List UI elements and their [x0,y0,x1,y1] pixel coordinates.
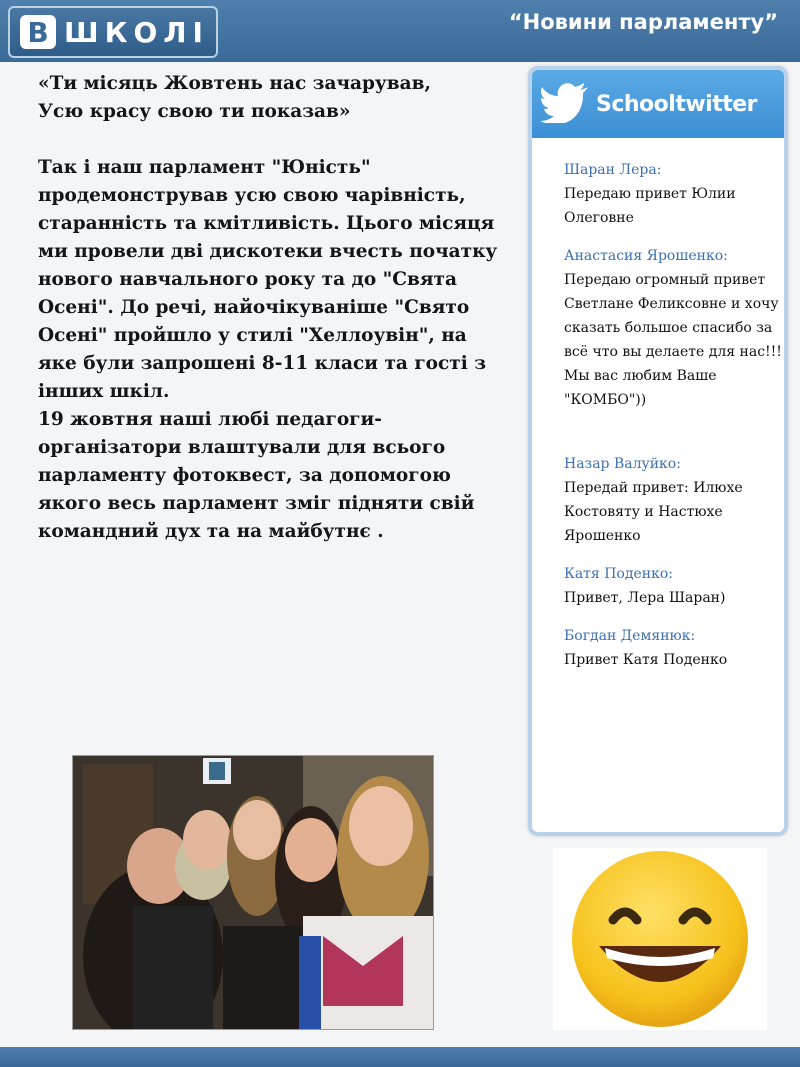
logo-letter: В [20,15,56,49]
twitter-author: Богдан Демянюк: [564,628,696,644]
schooltwitter-panel [528,66,788,836]
twitter-author: Анастасия Ярошенко: [564,248,728,264]
twitter-entry [564,624,784,672]
footer-bar [0,1047,800,1067]
twitter-author: Назар Валуйко: [564,456,681,472]
smiley-emoji-icon [553,848,767,1030]
article-paragraph-1: Так і наш парламент "Юність" продемонстрував усю свою чарівність, старанність та кмітливість. Цього місяця ми провели дві дискотеки вчесть початку нового навчального року та до "Свята Осені". До речі, найочікуваніше "Свято Осені" пройшло у стилі "Хеллоувін", на яке були запрошені 8-11 класи та гості з інших шкіл. [38,157,498,402]
twitter-author: Шаран Лера: [564,162,662,178]
group-photo [72,755,434,1030]
spacer [38,126,508,154]
twitter-message: Привет, Лера Шаран) [564,590,726,606]
poem-line-2: Усю красу свою ти показав» [38,101,351,122]
twitter-message: Передаю привет Юлии Олеговне [564,186,736,226]
twitter-entry [564,562,784,610]
twitter-author: Катя Поденко: [564,566,673,582]
twitter-message: Привет Катя Поденко [564,652,728,668]
page-title: “Новини парламенту” [508,10,778,34]
group-photo-illustration [73,756,434,1030]
twitter-entry [564,244,784,412]
twitter-message: Передай привет: Илюхе Костовяту и Настюхе Ярошенко [564,480,743,544]
poem-line-1: «Ти місяць Жовтень нас зачарував, [38,73,431,94]
schooltwitter-header [532,70,784,138]
article-paragraph-2: 19 жовтня наші любі педагоги-організатори влаштували для всього парламенту фотоквест, за допомогою якого весь парламент зміг підняти свій командний дух та на майбутнє . [38,409,475,542]
header-bar [0,0,800,62]
twitter-bird-icon [540,81,590,127]
twitter-entry [564,158,784,230]
article-text [38,70,508,546]
twitter-message: Передаю огромный привет Светлане Феликсовне и хочу сказать большое спасибо за всё что вы делаете для нас!!! Мы вас любим Ваше "КОМБО")) [564,272,782,408]
logo-text: ШКОЛІ [64,15,209,49]
vshkoli-logo[interactable] [8,6,218,58]
twitter-entry [564,452,784,548]
schooltwitter-brand: Schooltwitter [596,91,758,117]
twitter-messages [532,138,784,672]
